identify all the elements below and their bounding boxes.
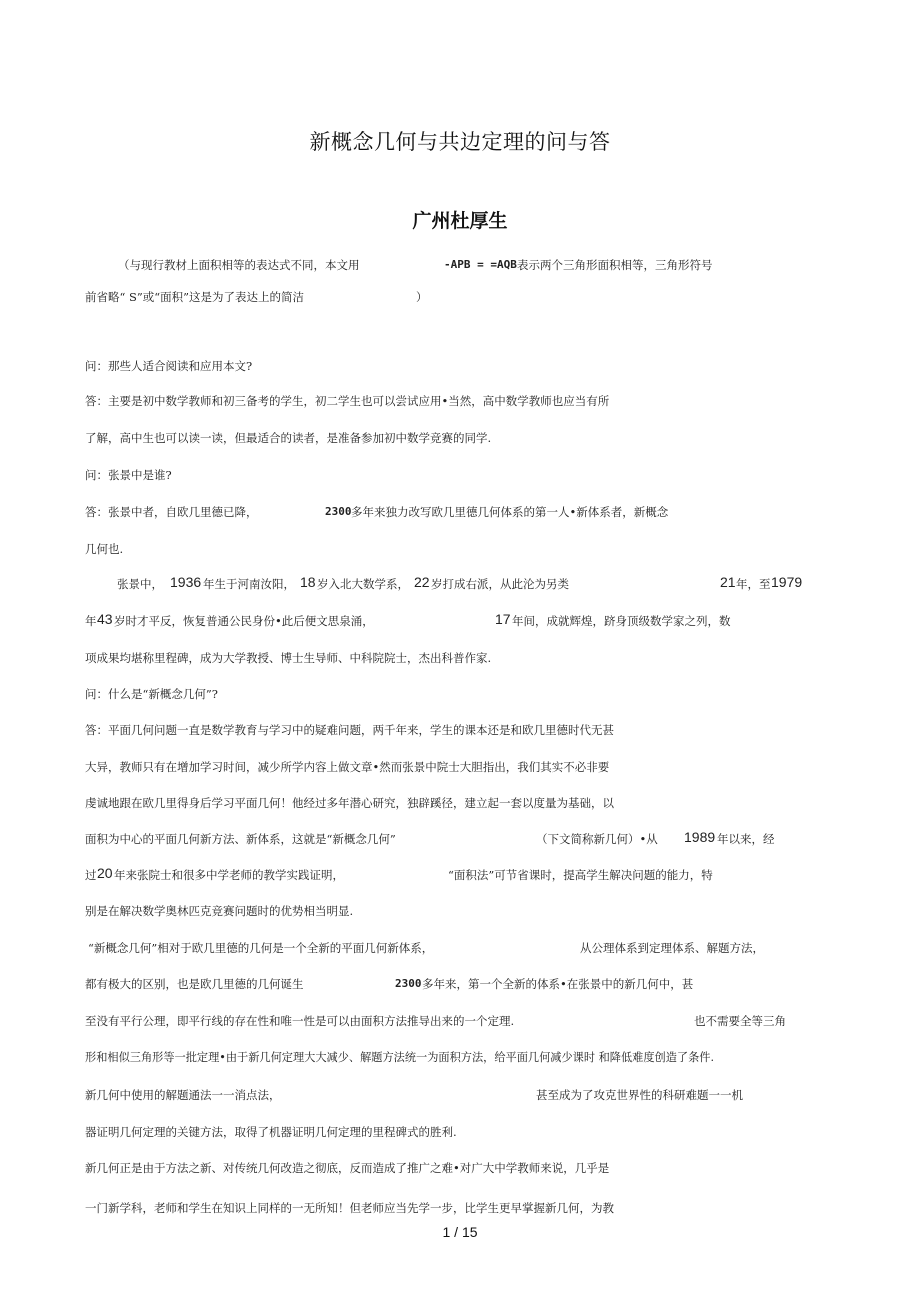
text-segment: “面积法”可节省课时，提高学生解决问题的能力，特 xyxy=(448,868,713,882)
number-segment: 20 xyxy=(97,865,113,881)
text-segment: 新几何中使用的解题通法一一消点法， xyxy=(85,1088,281,1102)
text-segment: 都有极大的区别，也是欧几里德的几何诞生 xyxy=(85,977,304,991)
paragraph-line: 形和相似三角形等一批定理•由于新几何定理大大减少、解题方法统一为面积方法，给平面几何减少课时 和降低难度创造了条件. xyxy=(85,1051,715,1064)
text-segment: 至没有平行公理，即平行线的存在性和唯一性是可以由面积方法推导出来的一个定理. xyxy=(85,1014,515,1028)
text-segment: 从公理体系到定理体系、解题方法， xyxy=(580,941,764,955)
question-line: 问：张景中是谁? xyxy=(85,468,172,482)
text-segment: 年间，成就辉煌，跻身顶级数学家之列，数 xyxy=(512,614,731,628)
number-segment: 18 xyxy=(300,574,316,590)
answer-line: 了解，高中生也可以读一读，但最适合的读者，是准备参加初中数学竞赛的同学. xyxy=(85,431,492,445)
number-segment: 21 xyxy=(720,574,736,590)
number-segment: 1979 xyxy=(771,574,803,590)
note-text: 表示两个三角形面积相等，三角形符号 xyxy=(517,258,713,272)
number-segment: 2300 xyxy=(325,505,352,518)
note-close-paren: ） xyxy=(416,290,428,304)
text-segment: 多年来独力改写欧几里德几何体系的第一人•新体系者，新概念 xyxy=(351,505,669,519)
document-title: 新概念几何与共边定理的问与答 xyxy=(309,130,611,154)
note-text: 前省略“ S”或“面积”这是为了表达上的简洁 xyxy=(85,290,305,304)
question-line: 问：什么是“新概念几何”? xyxy=(85,687,218,701)
paragraph-line: 项成果均堪称里程碑，成为大学教授、博士生导师、中科院院士，杰出科普作家. xyxy=(85,651,492,665)
text-segment: 岁打成右派，从此沦为另类 xyxy=(431,577,569,591)
text-segment: 年，至 xyxy=(736,577,771,591)
text-segment: 年以来，经 xyxy=(717,832,775,846)
answer-line: 别是在解决数学奥林匹克竞赛问题时的优势相当明显. xyxy=(85,904,354,918)
number-segment: 1989 xyxy=(684,829,716,845)
text-segment: 面积为中心的平面几何新方法、新体系，这就是“新概念几何” xyxy=(85,832,396,846)
paragraph-line: 器证明几何定理的关键方法，取得了机器证明几何定理的里程碑式的胜利. xyxy=(85,1125,457,1139)
text-segment: 张景中， xyxy=(117,577,163,591)
number-segment: 17 xyxy=(495,611,511,627)
number-segment: 43 xyxy=(97,611,113,627)
text-segment: 也不需要全等三角 xyxy=(694,1014,786,1028)
number-segment: 2300 xyxy=(395,977,422,990)
note-text: （与现行教材上面积相等的表达式不同，本文用 xyxy=(118,258,360,272)
answer-line: 几何也. xyxy=(85,542,124,556)
page-indicator: 1 / 15 xyxy=(442,1224,478,1240)
question-line: 问：那些人适合阅读和应用本文? xyxy=(85,359,253,373)
number-segment: 1936 xyxy=(170,574,202,590)
text-segment: 过 xyxy=(85,868,97,882)
text-segment: 年生于河南汝阳， xyxy=(203,577,295,591)
text-segment: 甚至成为了攻克世界性的科研难题一一机 xyxy=(536,1088,743,1102)
number-segment: 22 xyxy=(414,574,430,590)
text-segment: 岁时才平反，恢复普通公民身份•此后便文思泉涌， xyxy=(114,614,374,628)
text-segment: 年 xyxy=(85,614,97,628)
text-segment: 年来张院士和很多中学老师的教学实践证明， xyxy=(114,868,344,882)
text-segment: （下文简称新几何）•从 xyxy=(536,832,658,846)
answer-line: 大异，教师只有在增加学习时间，减少所学内容上做文章•然而张景中院士大胆指出，我们其实不必非要 xyxy=(85,760,610,774)
text-segment: 多年来，第一个全新的体系•在张景中的新几何中，甚 xyxy=(422,977,694,991)
text-segment: 岁入北大数学系， xyxy=(317,577,409,591)
document-author: 广州杜厚生 xyxy=(412,210,508,232)
answer-line: 答：平面几何问题一直是数学教育与学习中的疑难问题，两千年来，学生的课本还是和欧几里德时代无甚 xyxy=(85,723,614,737)
paragraph-line: 新几何正是由于方法之新、对传统几何改造之彻底，反而造成了推广之难•对广大中学教师来说，几乎是 xyxy=(85,1161,610,1175)
paragraph-line: 一门新学科，老师和学生在知识上同样的一无所知！但老师应当先学一步，比学生更早掌握新几何，为教 xyxy=(85,1201,614,1215)
text-segment: 答：张景中者，自欧几里德已降， xyxy=(85,505,258,519)
answer-line: 答：主要是初中数学教师和初三备考的学生，初二学生也可以尝试应用•当然，高中数学教师也应当有所 xyxy=(85,394,610,408)
note-formula: -APB = =AQB xyxy=(444,258,517,271)
text-segment: “新概念几何”相对于欧几里德的几何是一个全新的平面几何新体系， xyxy=(88,941,434,955)
answer-line: 虔诚地跟在欧几里得身后学习平面几何！他经过多年潜心研究，独辟蹊径，建立起一套以度量为基础，以 xyxy=(85,796,614,810)
